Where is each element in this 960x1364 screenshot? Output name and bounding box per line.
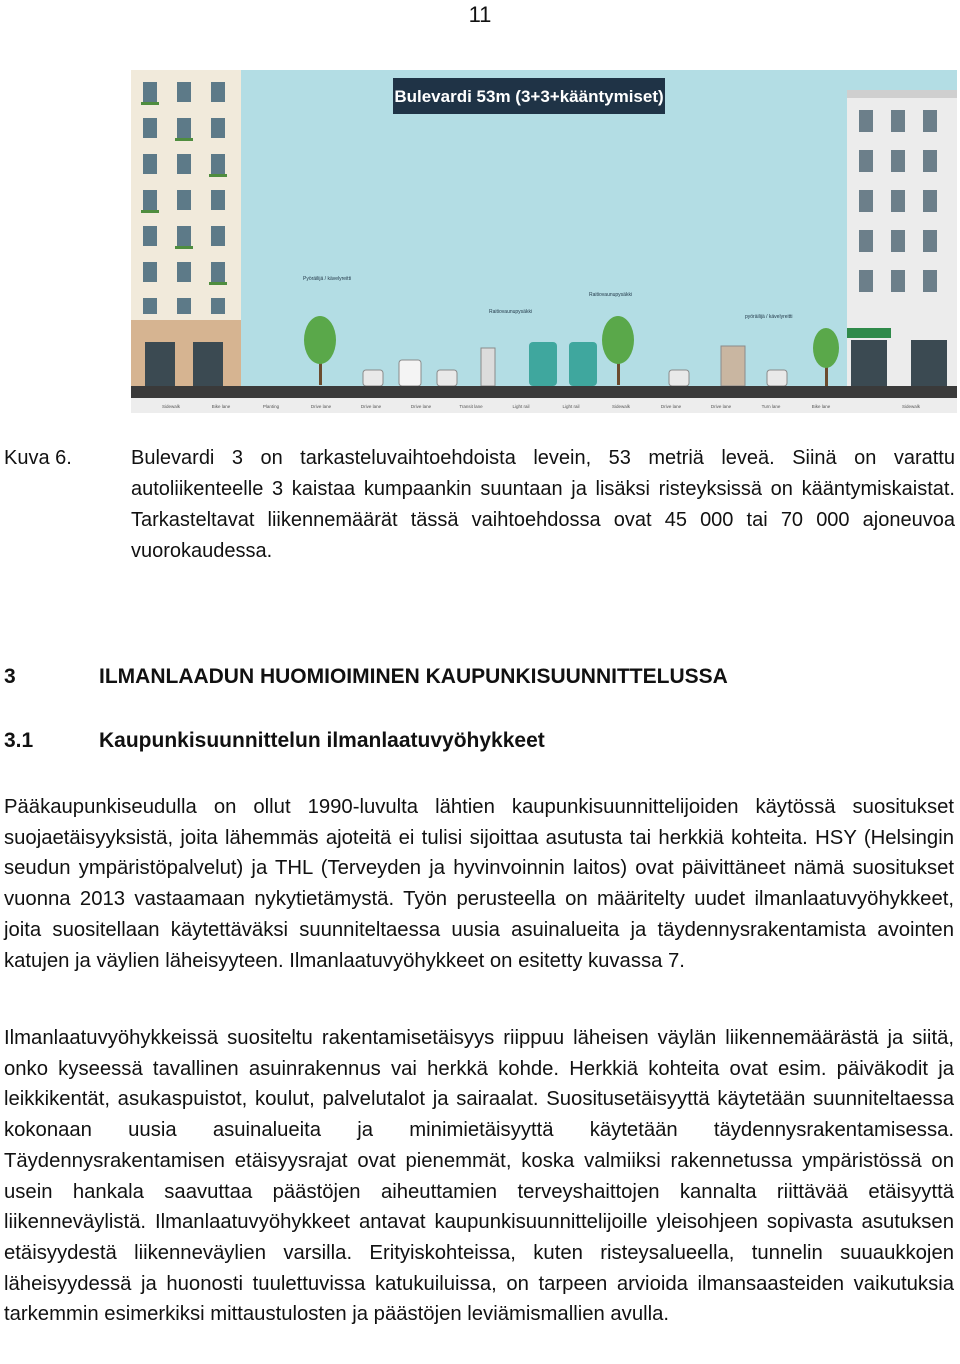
caption-label: Kuva 6. — [4, 447, 72, 469]
lane-label: Bike lane — [211, 404, 231, 409]
subsection-heading — [4, 726, 545, 756]
lane-label: Sidewalk — [901, 404, 921, 409]
callout-label: Pyöräilijä / kävelyreitti — [303, 276, 352, 282]
car-icon — [437, 370, 457, 386]
section-number: 3 — [4, 665, 16, 688]
car-icon — [669, 370, 689, 386]
callout-label: Raitiovaunupysäkki — [589, 292, 633, 298]
lane-label: Drive lane — [360, 404, 382, 409]
lane-label: Planting — [262, 404, 280, 409]
lane-label: Sidewalk — [161, 404, 181, 409]
body-paragraph: Pääkaupunkiseudulla on ollut 1990-luvulta lähtien kaupunkisuunnittelijoiden käytössä suositukset suojaetäisyyksistä, joita lähemmäs ajoteitä ei tulisi sijoittaa asutusta tai herkkiä kohteita. HSY (Helsingin seudun ympäristöpalvelut) ja THL (Terveyden ja hyvinvoinnin laitos) ovat päivittäneet nämä suositukset vuonna 2013 vastaamaan nykytietämystä. Työn perusteella on määritelty uudet ilmanlaatuvyöhykkeet, joita suositellaan käytettäväksi suunniteltaessa uusia asuinalueita ja täydennysrakentamista avointen katujen ja väylien läheisyyteen. Ilmanlaatuvyöhykkeet on esitetty kuvassa 7. — [4, 796, 954, 972]
lane-label: Turn lane — [761, 404, 781, 409]
lane-label: Light rail — [562, 404, 580, 409]
figure-title: Bulevardi 53m (3+3+kääntymiset) — [394, 87, 664, 106]
tram-icon — [569, 342, 597, 386]
lane-label: Drive lane — [660, 404, 682, 409]
lane-label: Sidewalk — [611, 404, 631, 409]
lane-label: Drive lane — [410, 404, 432, 409]
left-building — [131, 70, 241, 390]
caption-text: Bulevardi 3 on tarkasteluvaihtoehdoista levein, 53 metriä leveä. Siinä on varattu autoliikenteelle 3 kaistaa kumpaankin suuntaan ja lisäksi risteyksissä on kääntymiskaistat. Tarkasteltavat liikennemäärät tässä vaihtoehdossa ovat 45 000 tai 70 000 ajoneuvoa vuorokaudessa. — [131, 447, 955, 562]
truck-icon — [721, 346, 745, 386]
right-building — [847, 90, 957, 390]
callout-label: pyöräilijä / kävelyreitti — [745, 314, 793, 320]
section-heading — [4, 662, 728, 692]
lane-label: Drive lane — [710, 404, 732, 409]
tram-icon — [529, 342, 557, 386]
subsection-title: Kaupunkisuunnittelun ilmanlaatuvyöhykkeet — [99, 729, 545, 752]
car-icon — [767, 370, 787, 386]
street-section-illustration — [131, 70, 957, 413]
tram-shelter-icon — [481, 348, 495, 386]
road-surface — [131, 386, 957, 398]
truck-icon — [399, 360, 421, 386]
lane-label: Bike lane — [811, 404, 831, 409]
lane-label-strip — [131, 398, 957, 413]
callout-label: Raitiovaunupysäkki — [489, 309, 533, 315]
section-title: ILMANLAADUN HUOMIOIMINEN KAUPUNKISUUNNITTELUSSA — [99, 665, 728, 688]
page-number: 11 — [468, 2, 492, 27]
subsection-number: 3.1 — [4, 729, 34, 752]
lane-label: Transit lane — [459, 404, 483, 409]
body-paragraph: Ilmanlaatuvyöhykkeissä suositeltu rakentamisetäisyys riippuu läheisen väylän liikennemäärästä ja siitä, onko kyseessä tavallinen asuinrakennus vai herkkä kohde. Herkkiä kohteita ovat esim. päiväkodit ja leikkikentät, asukaspuistot, koulut, palvelutalot ja sairaalat. Suositusetäisyyttä käytetään suunniteltaessa kokonaan uusia asuinalueita ja minimietäisyyttä käytetään täydennysrakentamisessa. Täydennysrakentamisen etäisyysrajat ovat pienemmät, koska valmiiksi rakennetussa ympäristössä on usein hankala saavuttaa päästöjen aiheuttamien terveyshaittojen kannalta riittävää etäisyyttä liikenneväylistä. Ilmanlaatuvyöhykkeet antavat kaupunkisuunnittelijoille yleisohjeen sopivasta asutuksen etäisyydestä liikenneväylien varsilla. Erityiskohteissa, kuten risteysalueella, tunnelin suuaukkojen läheisyydessä ja huonosti tuulettuvissa katukuiluissa, on tarpeen arvioida ilmansaasteiden vaikutuksia tarkemmin esimerkiksi mittaustulosten ja päästöjen leviämismallien avulla. — [4, 1027, 954, 1326]
lane-label: Drive lane — [310, 404, 332, 409]
car-icon — [363, 370, 383, 386]
lane-label: Light rail — [512, 404, 530, 409]
street-section-figure — [131, 70, 957, 413]
